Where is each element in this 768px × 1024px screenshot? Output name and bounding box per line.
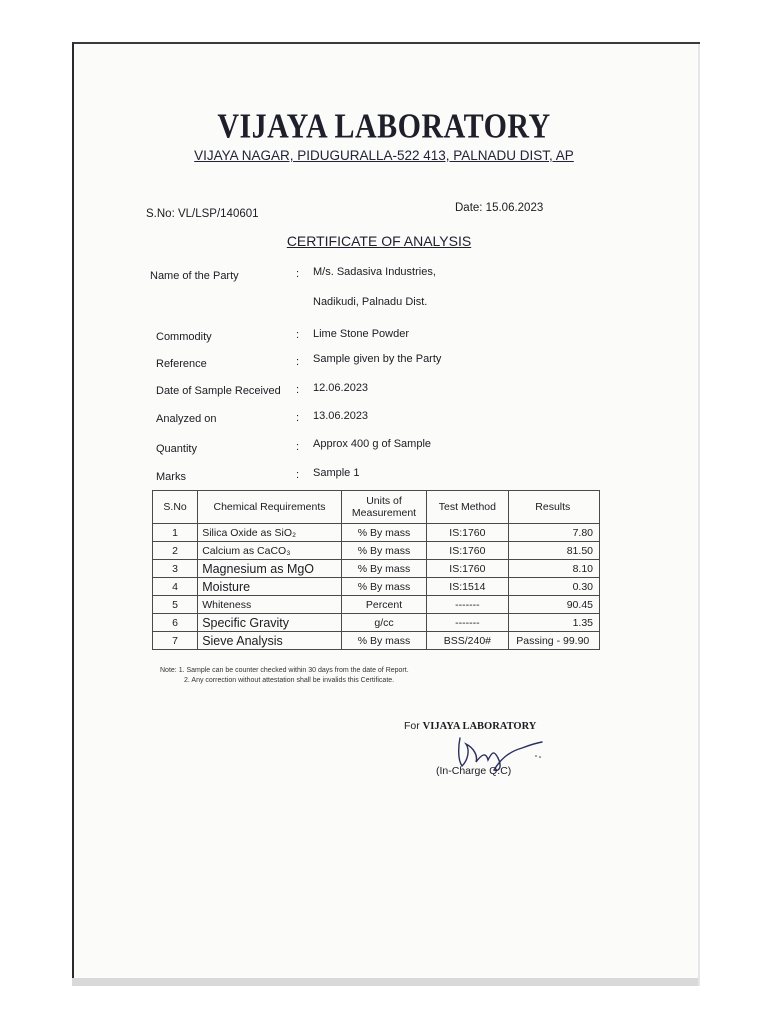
row-sno: 4 [153, 578, 198, 596]
field-value-party-address: Nadikudi, Palnadu Dist. [313, 296, 428, 308]
row-method: ------- [427, 596, 508, 614]
row-unit: % By mass [341, 578, 426, 596]
field-label-sample-received: Date of Sample Received [156, 385, 281, 397]
row-method: IS:1760 [427, 542, 508, 560]
row-unit: Percent [341, 596, 426, 614]
row-requirement: Specific Gravity [198, 614, 342, 632]
table-header-row [153, 491, 600, 524]
field-value-quantity: Approx 400 g of Sample [313, 438, 432, 450]
lab-address: VIJAYA NAGAR, PIDUGURALLA-522 413, PALNADU DIST, AP [194, 148, 574, 163]
for-lab-name: VIJAYA LABORATORY [422, 721, 537, 732]
header-requirement: Chemical Requirements [198, 491, 342, 524]
row-method: BSS/240# [427, 632, 508, 650]
field-label-analyzed-on: Analyzed on [156, 413, 217, 425]
field-label-reference: Reference [156, 358, 207, 370]
header-result: Results [508, 491, 599, 524]
row-unit: g/cc [341, 614, 426, 632]
field-label-commodity: Commodity [156, 331, 212, 343]
field-value-analyzed-on: 13.06.2023 [313, 410, 369, 422]
table-row [153, 614, 600, 632]
row-requirement: Moisture [198, 578, 342, 596]
row-result: 1.35 [508, 614, 599, 632]
row-unit: % By mass [341, 542, 426, 560]
row-sno: 7 [153, 632, 198, 650]
note-line-2: 2. Any correction without attestation shall be invalids this Certificate. [184, 677, 395, 684]
row-result: 7.80 [508, 524, 599, 542]
notes [160, 666, 409, 686]
field-value-party: M/s. Sadasiva Industries, [313, 266, 436, 278]
row-result: Passing - 99.90 [508, 632, 599, 650]
row-result: 8.10 [508, 560, 599, 578]
row-method: IS:1760 [427, 524, 508, 542]
table-row [153, 542, 600, 560]
note-prefix: Note: [160, 667, 177, 674]
row-requirement: Silica Oxide as SiO₂ [198, 524, 342, 542]
field-value-marks: Sample 1 [313, 467, 360, 479]
row-unit: % By mass [341, 560, 426, 578]
row-sno: 6 [153, 614, 198, 632]
field-colon: : [296, 384, 300, 396]
certificate-title: CERTIFICATE OF ANALYSIS [286, 233, 472, 249]
row-sno: 1 [153, 524, 198, 542]
field-label-quantity: Quantity [156, 443, 197, 455]
table-row [153, 560, 600, 578]
header-method: Test Method [427, 491, 508, 524]
field-colon: : [296, 329, 300, 341]
table-row [153, 578, 600, 596]
results-table [152, 490, 600, 650]
row-sno: 2 [153, 542, 198, 560]
serial-number: S.No: VL/LSP/140601 [146, 208, 259, 220]
paper-bottom-shadow [72, 978, 698, 986]
row-result: 90.45 [508, 596, 599, 614]
table-row [153, 632, 600, 650]
lab-name: VIJAYA LABORATORY [217, 107, 551, 146]
row-result: 81.50 [508, 542, 599, 560]
field-colon: : [296, 441, 300, 453]
field-label-marks: Marks [156, 471, 186, 483]
row-unit: % By mass [341, 632, 426, 650]
certificate-date: Date: 15.06.2023 [455, 202, 544, 214]
row-requirement: Calcium as CaCO₃ [198, 542, 342, 560]
row-requirement: Sieve Analysis [198, 632, 342, 650]
note-line-1: 1. Sample can be counter checked within 30 days from the date of Report. [178, 667, 409, 674]
field-colon: : [296, 412, 300, 424]
field-value-reference: Sample given by the Party [313, 353, 442, 365]
row-result: 0.30 [508, 578, 599, 596]
header-unit: Units of Measurement [341, 491, 426, 524]
row-method: IS:1760 [427, 560, 508, 578]
row-requirement: Magnesium as MgO [198, 560, 342, 578]
field-colon: : [296, 268, 300, 280]
field-colon: : [296, 469, 300, 481]
field-value-commodity: Lime Stone Powder [313, 328, 409, 340]
row-method: ------- [427, 614, 508, 632]
table-row [153, 596, 600, 614]
field-value-sample-received: 12.06.2023 [313, 382, 369, 394]
row-unit: % By mass [341, 524, 426, 542]
incharge-signature-label: (In-Charge Q.C) [436, 765, 512, 777]
field-colon: : [296, 356, 300, 368]
field-label-party: Name of the Party [150, 270, 239, 282]
row-method: IS:1514 [427, 578, 508, 596]
for-prefix: For [404, 720, 420, 732]
row-requirement: Whiteness [198, 596, 342, 614]
row-sno: 5 [153, 596, 198, 614]
row-sno: 3 [153, 560, 198, 578]
table-row [153, 524, 600, 542]
header-sno: S.No [153, 491, 198, 524]
